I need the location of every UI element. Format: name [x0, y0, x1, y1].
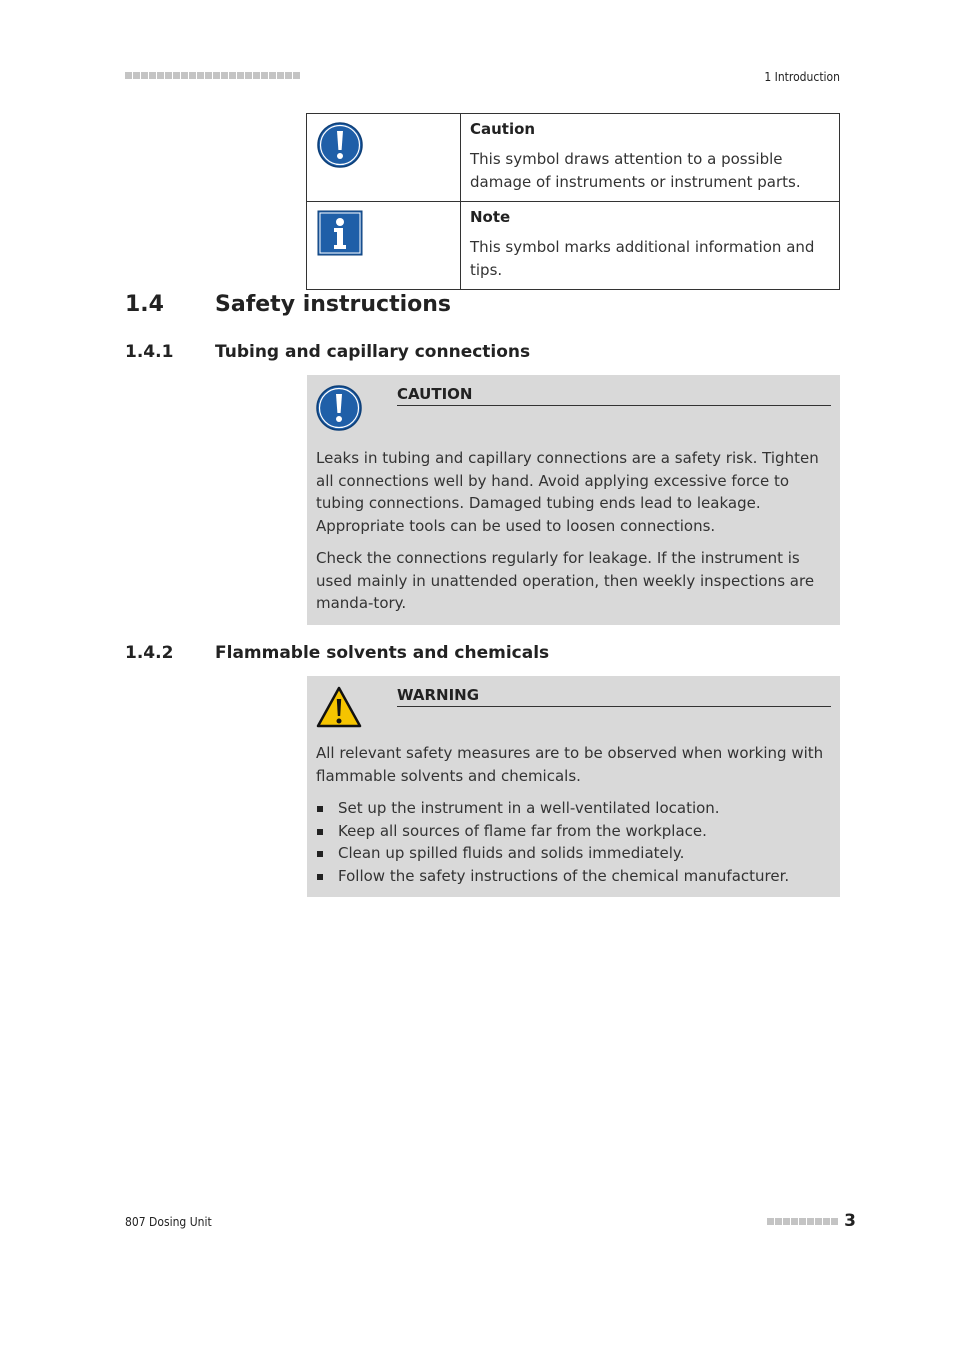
symbol-legend-table	[306, 113, 840, 290]
list-item: Clean up spilled fluids and solids immediately.	[316, 842, 831, 865]
footer-product-name: 807 Dosing Unit	[125, 1215, 212, 1229]
warning-bullet-list	[316, 797, 831, 887]
subsection-heading-tubing	[125, 342, 530, 362]
warning-triangle-icon	[316, 686, 362, 728]
warning-box	[307, 676, 840, 897]
subsection-number: 1.4.2	[125, 643, 174, 663]
table-row	[307, 202, 840, 290]
symbol-description: This symbol draws attention to a possible damage of instruments or instrument parts.	[470, 150, 801, 191]
section-number: 1.4	[125, 292, 164, 317]
subsection-heading-flammable	[125, 643, 549, 663]
caution-box	[307, 375, 840, 625]
header-decoration	[125, 72, 300, 79]
list-item: Set up the instrument in a well-ventilated location.	[316, 797, 831, 820]
warning-intro: All relevant safety measures are to be observed when working with flammable solvents and chemicals.	[316, 744, 824, 785]
info-icon	[317, 210, 363, 256]
header-section-title: 1 Introduction	[764, 70, 840, 84]
caution-paragraph: Check the connections regularly for leakage. If the instrument is used mainly in unattended operation, then weekly inspections are manda-tory.	[316, 549, 815, 612]
list-item: Follow the safety instructions of the chemical manufacturer.	[316, 865, 831, 888]
symbol-description: This symbol marks additional information and tips.	[470, 238, 815, 279]
caution-exclamation-icon	[316, 385, 362, 431]
list-item: Keep all sources of flame far from the workplace.	[316, 820, 831, 843]
page-number: 3	[844, 1211, 856, 1231]
section-title: Safety instructions	[215, 292, 451, 317]
subsection-title: Tubing and capillary connections	[215, 342, 531, 362]
symbol-title: Note	[470, 208, 511, 226]
footer-decoration	[767, 1218, 838, 1225]
warning-label: WARNING	[397, 686, 831, 707]
table-row	[307, 114, 840, 202]
caution-paragraph: Leaks in tubing and capillary connections are a safety risk. Tighten all connections well by hand. Avoid applying excessive force to tubing connections. Damaged tubing ends lead to leakage. Appropriate tools can be used to loosen connections.	[316, 449, 819, 535]
subsection-title: Flammable solvents and chemicals	[215, 643, 550, 663]
caution-label: CAUTION	[397, 385, 831, 406]
symbol-title: Caution	[470, 120, 536, 138]
subsection-number: 1.4.1	[125, 342, 174, 362]
section-heading	[125, 292, 451, 317]
caution-exclamation-icon	[317, 122, 363, 168]
footer-page-indicator	[767, 1211, 856, 1231]
